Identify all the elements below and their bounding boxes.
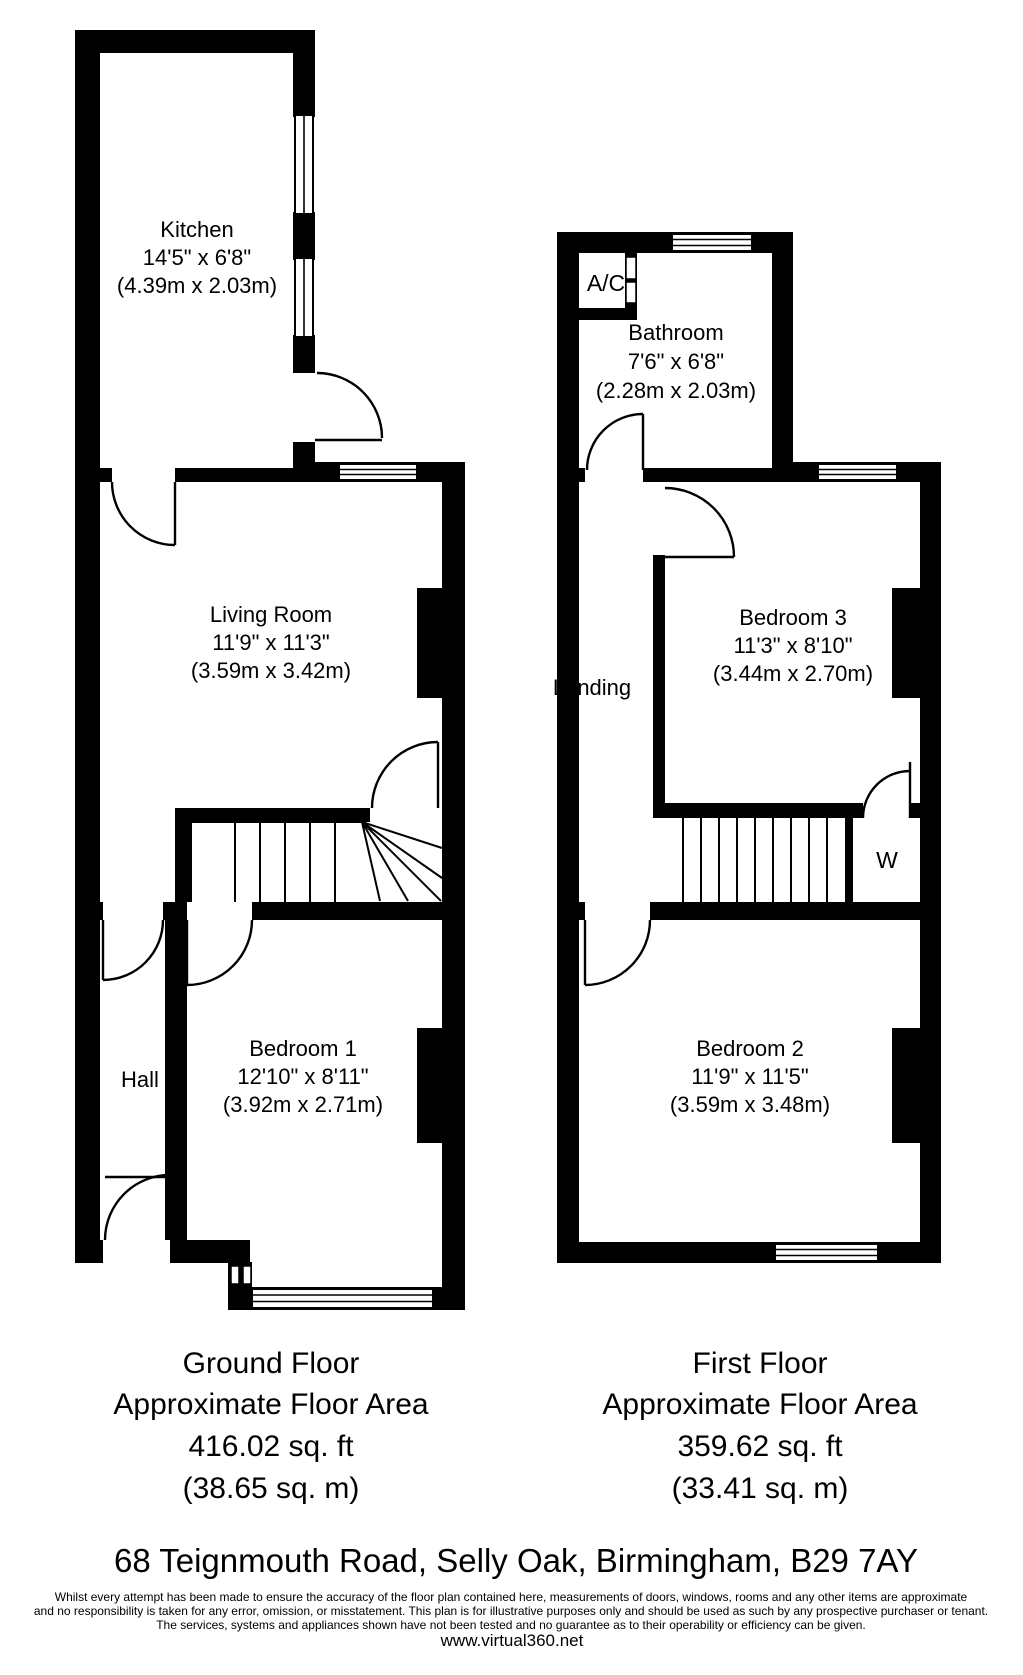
wall-segment [557, 902, 585, 920]
wall-segment [845, 818, 853, 902]
wall-segment [578, 308, 637, 320]
kitchen-window-2 [295, 258, 313, 337]
ground-floor-caption-area-ft: 416.02 sq. ft [188, 1430, 354, 1463]
wall-segment [163, 902, 187, 920]
bedroom-3-dims-metric: (3.44m x 2.70m) [712, 661, 874, 686]
bedroom-2-label: Bedroom 2 [696, 1036, 804, 1061]
wall-segment [252, 902, 442, 920]
first-floor-plan [553, 232, 941, 1505]
wall-segment [578, 468, 585, 482]
wall-segment [772, 232, 793, 482]
ground-floor-caption-title: Ground Floor [182, 1347, 360, 1380]
bedroom-2-dims-metric: (3.59m x 3.48m) [669, 1092, 831, 1117]
wardrobe-door [863, 762, 910, 818]
wall-segment [653, 803, 863, 818]
hall-label: Hall [121, 1067, 159, 1092]
bedroom-3-dims: 11'3" x 8'10" [733, 633, 853, 658]
bedroom-3-label: Bedroom 3 [739, 605, 847, 630]
chimney-breast [417, 588, 442, 698]
kitchen-window-1 [295, 115, 313, 214]
bedroom-2-door [585, 920, 650, 985]
chimney-breast [417, 1028, 442, 1143]
wall-segment [293, 30, 315, 117]
first-floor-caption-area-ft: 359.62 sq. ft [677, 1430, 843, 1463]
bathroom-label: Bathroom [628, 320, 724, 345]
bay-window [252, 1289, 433, 1308]
living-room-stairs-door [372, 742, 438, 808]
ground-floor-plan [75, 30, 465, 1505]
wall-segment [293, 442, 315, 470]
bedroom-3-door [665, 488, 734, 557]
living-room-dims-metric: (3.59m x 3.42m) [190, 658, 352, 683]
living-room-label: Living Room [209, 602, 333, 627]
wall-segment [293, 335, 315, 373]
wall-segment [557, 232, 579, 1263]
wall-segment [557, 1242, 941, 1263]
first-floor-caption-area-m: (33.41 sq. m) [671, 1472, 849, 1505]
living-room-dims: 11'9" x 11'3" [212, 630, 330, 655]
kitchen-dims: 14'5" x 6'8" [142, 245, 252, 270]
front-door [105, 1175, 170, 1240]
ac-closet-label: A/C [586, 270, 626, 296]
footer [34, 1542, 988, 1650]
kitchen-side-door [315, 373, 382, 440]
wall-segment [650, 902, 941, 920]
ground-floor-stairs [192, 822, 442, 902]
kitchen-dims-metric: (4.39m x 2.03m) [116, 273, 278, 298]
bedroom-2-window [775, 1244, 878, 1261]
disclaimer-line: The services, systems and appliances shown have not been tested and no guarantee as to their operability or efficiency can be given. [156, 1618, 866, 1632]
living-room-window [339, 464, 417, 480]
wall-segment [175, 468, 315, 482]
bathroom-window [672, 234, 752, 251]
bedroom-1-label: Bedroom 1 [249, 1036, 357, 1061]
disclaimer-line: Whilst every attempt has been made to ensure the accuracy of the floor plan contained here, measurements of doors, windows, rooms and any other items are approximate [54, 1590, 968, 1604]
first-floor-caption-subtitle: Approximate Floor Area [602, 1388, 918, 1421]
chimney-breast [892, 1028, 920, 1143]
wall-segment [100, 468, 112, 482]
ground-floor-caption-subtitle: Approximate Floor Area [113, 1388, 429, 1421]
wall-segment [920, 462, 941, 1263]
bathroom-dims-metric: (2.28m x 2.03m) [595, 378, 757, 403]
first-floor-caption-title: First Floor [692, 1347, 828, 1380]
landing-label: Landing [552, 675, 632, 700]
chimney-breast [892, 588, 920, 698]
wall-segment [175, 808, 370, 822]
bedroom-2-dims: 11'9" x 11'5" [691, 1064, 809, 1089]
bathroom-dims: 7'6" x 6'8" [627, 349, 725, 374]
wardrobe-label: W [876, 847, 898, 873]
disclaimer-line: and no responsibility is taken for any error, omission, or misstatement. This plan is for illustrative purposes only and should be used as such by any prospective purchaser or tenant. [33, 1604, 989, 1618]
ground-floor-caption-area-m: (38.65 sq. m) [182, 1472, 360, 1505]
wall-segment [442, 462, 465, 1310]
property-address: 68 Teignmouth Road, Selly Oak, Birmingham, B29 7AY [113, 1542, 919, 1579]
living-room-hall-door [103, 920, 163, 980]
kitchen-living-room-door [112, 482, 175, 545]
wall-segment [75, 30, 100, 1263]
first-floor-stairs [683, 818, 827, 902]
wall-segment [75, 30, 315, 53]
bedroom-3-window [818, 464, 897, 480]
wall-segment [643, 468, 772, 482]
wall-segment [175, 808, 192, 902]
bathroom-door [587, 414, 643, 470]
wall-segment [165, 920, 187, 1240]
wall-segment [170, 1240, 250, 1263]
website-label: www.virtual360.net [440, 1631, 584, 1650]
wall-segment [293, 212, 315, 260]
bedroom-1-dims-metric: (3.92m x 2.71m) [222, 1092, 384, 1117]
bedroom-1-door [187, 920, 252, 985]
wall-segment [653, 555, 665, 818]
kitchen-label: Kitchen [160, 217, 234, 242]
wall-segment [82, 1240, 103, 1263]
bedroom-1-dims: 12'10" x 8'11" [237, 1064, 369, 1089]
wall-segment [82, 902, 103, 920]
